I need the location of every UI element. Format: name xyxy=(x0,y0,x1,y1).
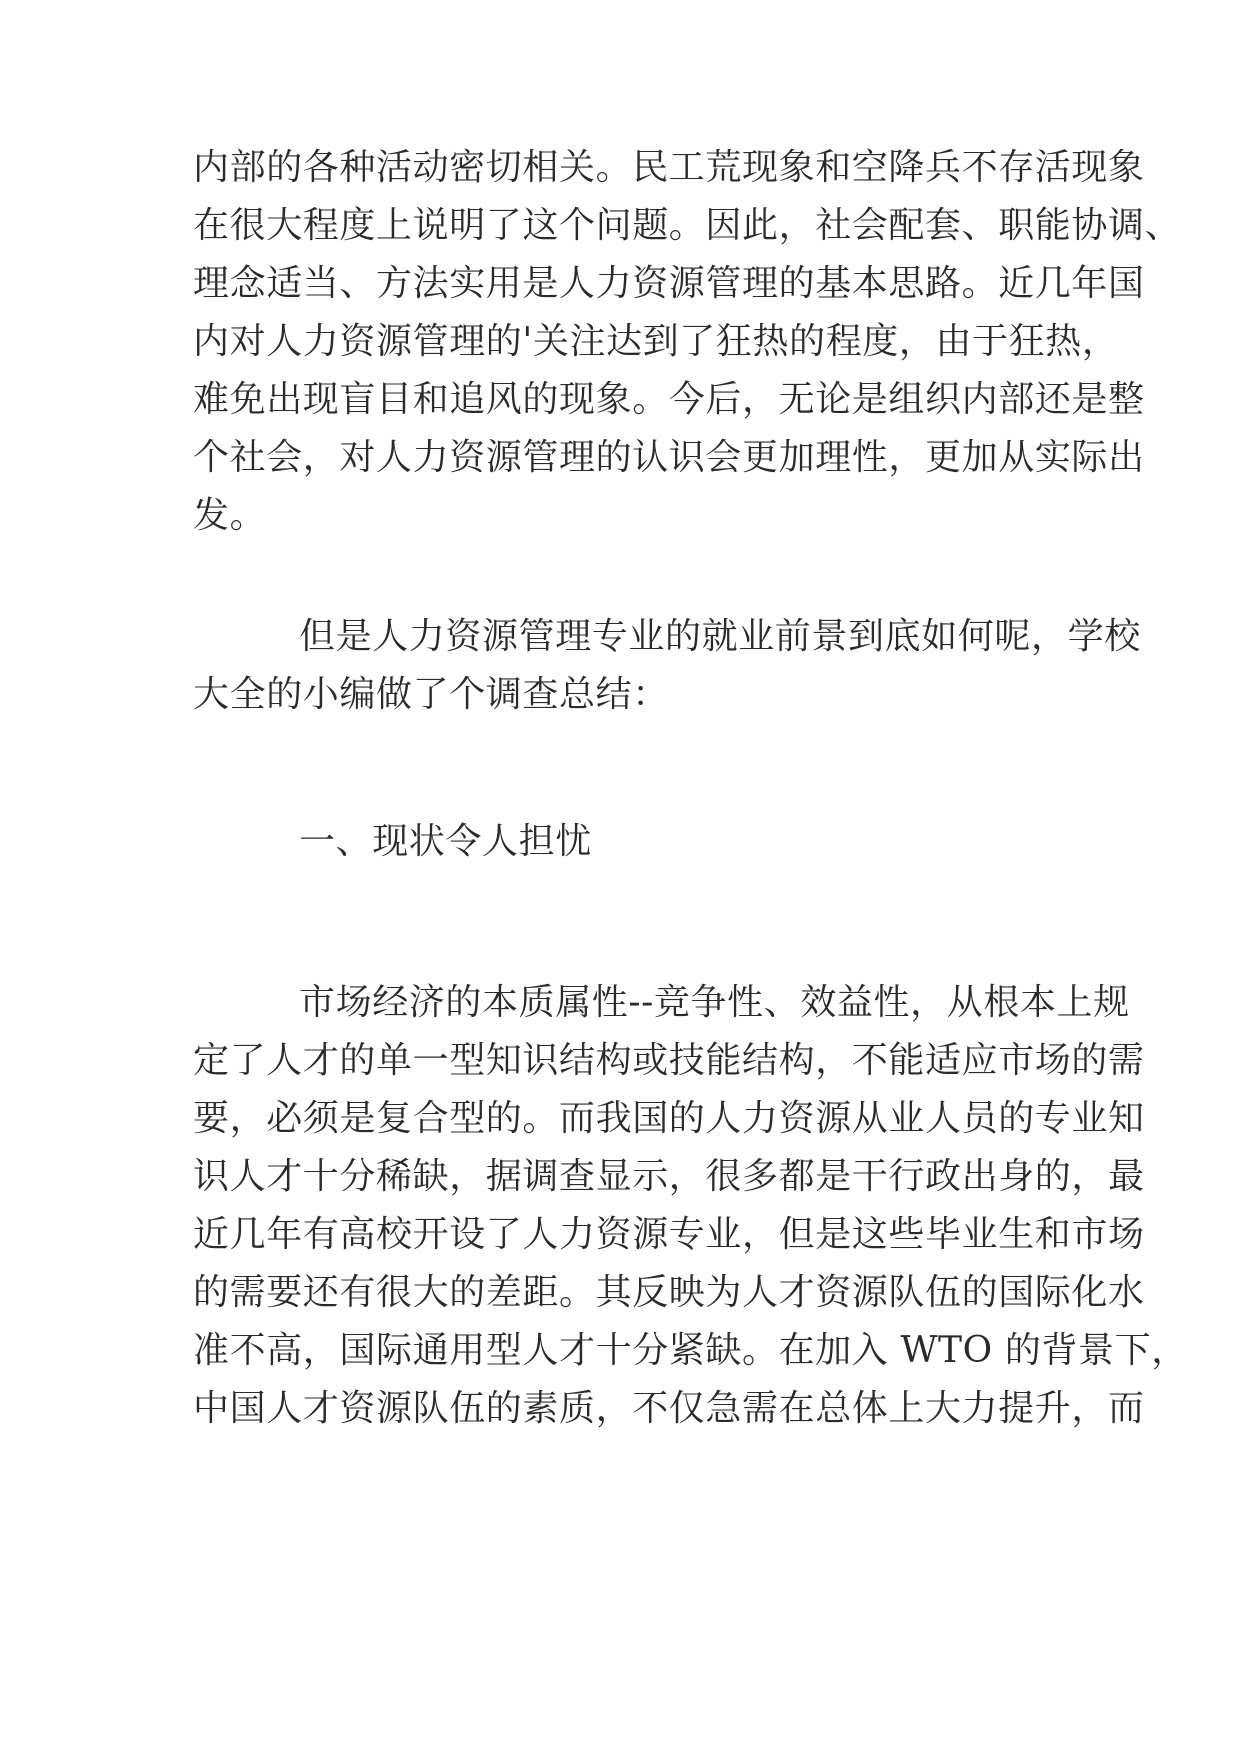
section-heading: 一、现状令人担忧 xyxy=(299,821,592,862)
text-line: 的需要还有很大的差距。其反映为人才资源队伍的国际化水 xyxy=(193,1272,1145,1313)
text-line: 中国人才资源队伍的素质，不仅急需在总体上大力提升，而 xyxy=(193,1388,1145,1429)
text-line: 内对人力资源管理的'关注达到了狂热的程度，由于狂热， xyxy=(193,321,1119,362)
text-line: 市场经济的本质属性--竞争性、效益性，从根本上规 xyxy=(299,982,1130,1023)
text-line: 内部的各种活动密切相关。民工荒现象和空降兵不存活现象 xyxy=(193,147,1145,188)
text-line: 难免出现盲目和追风的现象。今后，无论是组织内部还是整 xyxy=(193,379,1145,420)
text-line: 识人才十分稀缺，据调查显示，很多都是干行政出身的，最 xyxy=(193,1156,1145,1197)
text-line: 要，必须是复合型的。而我国的人力资源从业人员的专业知 xyxy=(193,1098,1145,1139)
text-line: 大全的小编做了个调查总结： xyxy=(193,674,669,715)
text-line: 在很大程度上说明了这个问题。因此，社会配套、职能协调、 xyxy=(193,205,1182,246)
text-line: 理念适当、方法实用是人力资源管理的基本思路。近几年国 xyxy=(193,263,1145,304)
text-line: 个社会，对人力资源管理的认识会更加理性，更加从实际出 xyxy=(193,437,1145,478)
text-line: 定了人才的单一型知识结构或技能结构，不能适应市场的需 xyxy=(193,1040,1145,1081)
text-line: 但是人力资源管理专业的就业前景到底如何呢，学校 xyxy=(299,616,1141,657)
text-line: 准不高，国际通用型人才十分紧缺。在加入 WTO 的背景下， xyxy=(193,1330,1188,1371)
text-line: 近几年有高校开设了人力资源专业，但是这些毕业生和市场 xyxy=(193,1214,1145,1255)
text-line: 发。 xyxy=(193,495,267,536)
